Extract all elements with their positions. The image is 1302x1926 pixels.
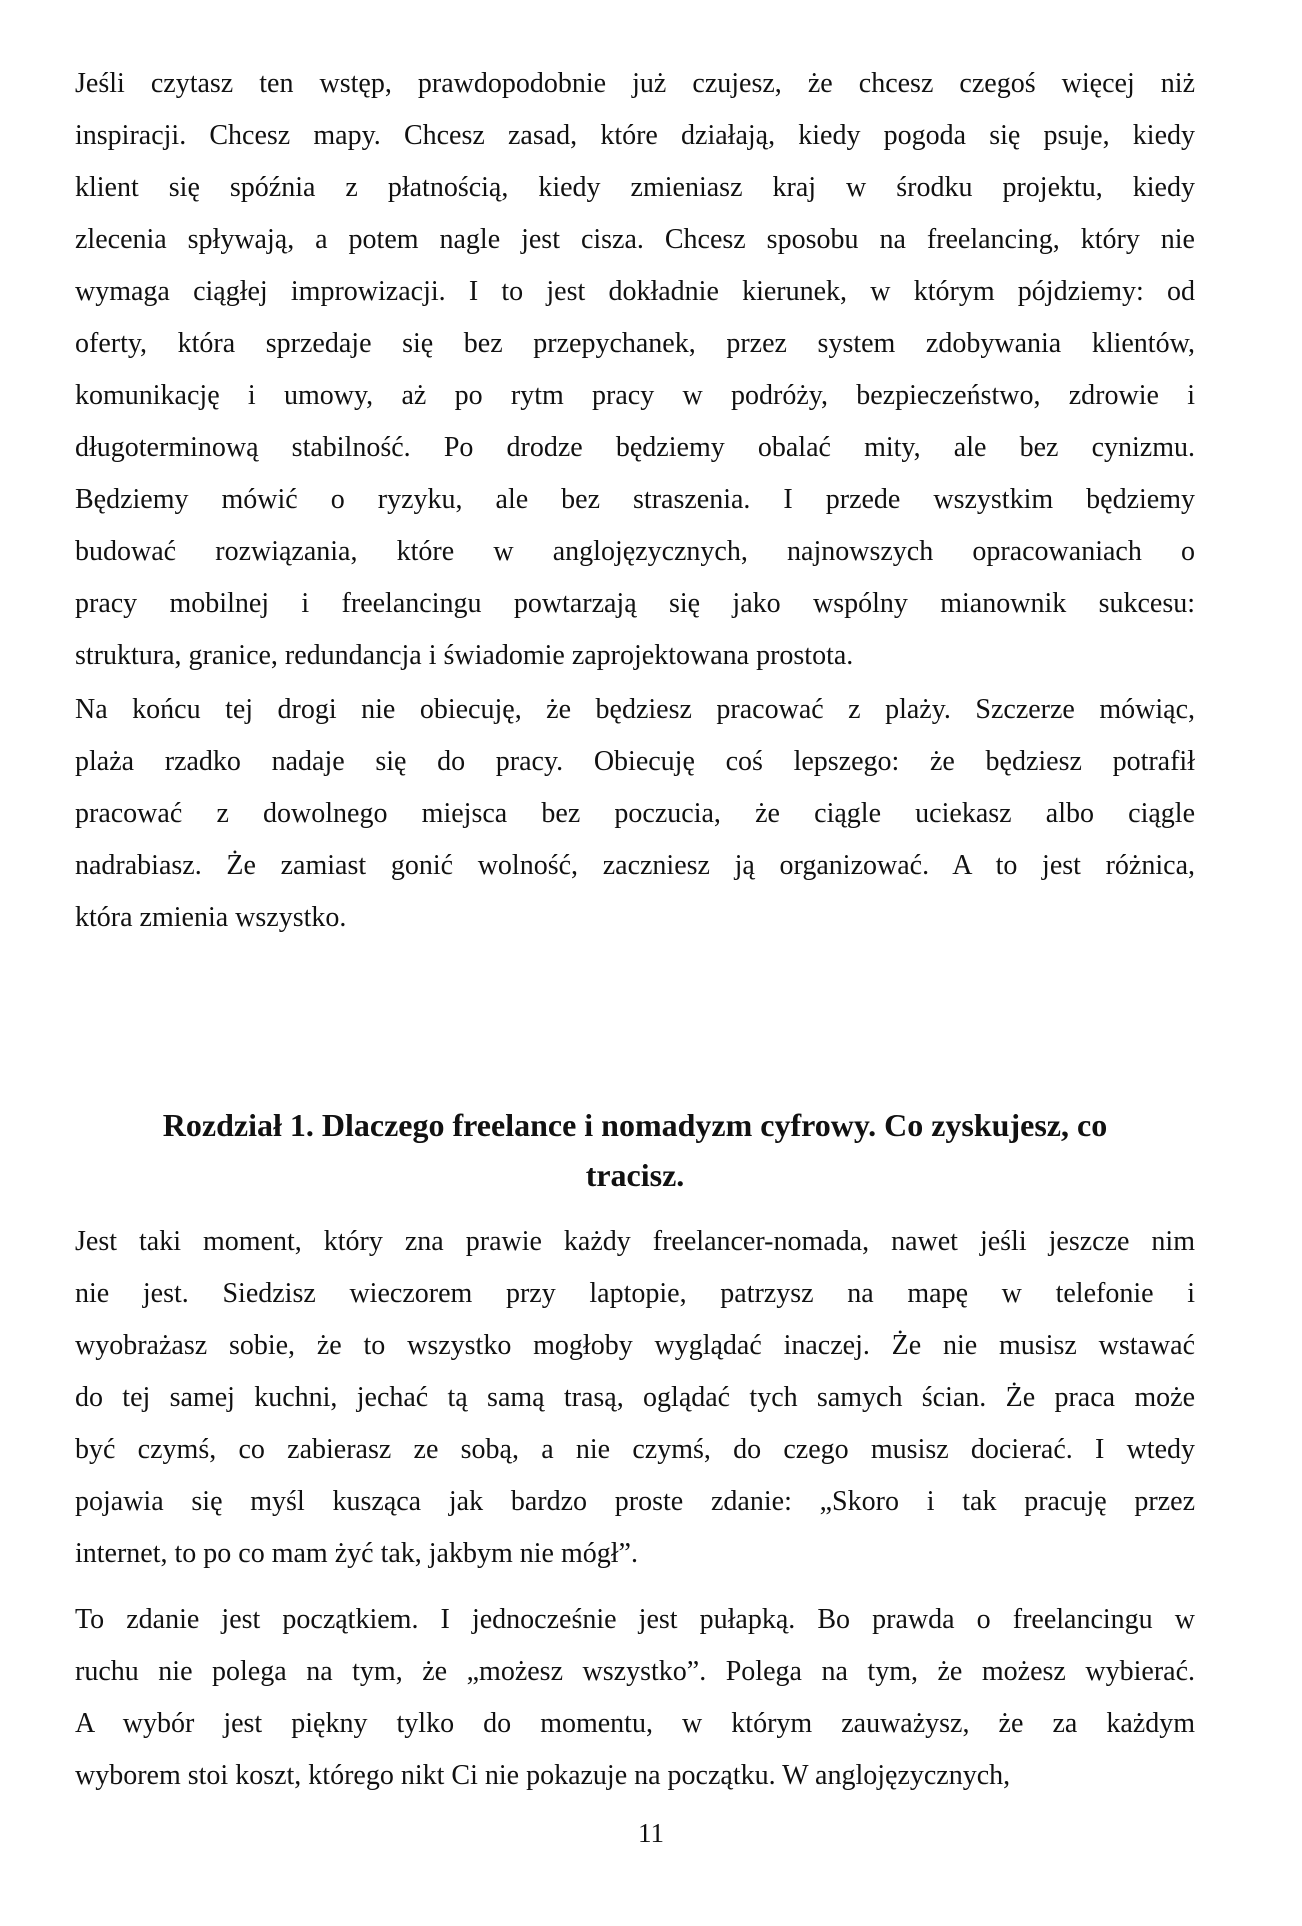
page-number: 11 (638, 1818, 664, 1848)
text-line: Będziemy mówić o ryzyku, ale bez straszenia. I przede wszystkim będziemy (75, 484, 1195, 515)
text-line: długoterminową stabilność. Po drodze będziemy obalać mity, ale bez cynizmu. (75, 432, 1195, 463)
text-line: nadrabiasz. Że zamiast gonić wolność, zaczniesz ją organizować. A to jest różnica, (75, 850, 1195, 881)
text-line: wymaga ciągłej improwizacji. I to jest dokładnie kierunek, w którym pójdziemy: od (75, 276, 1195, 307)
text-line: do tej samej kuchni, jechać tą samą trasą, oglądać tych samych ścian. Że praca może (75, 1382, 1195, 1413)
text-line: być czymś, co zabierasz ze sobą, a nie czymś, do czego musisz docierać. I wtedy (75, 1434, 1195, 1465)
text-line: To zdanie jest początkiem. I jednocześnie jest pułapką. Bo prawda o freelancingu w (75, 1604, 1195, 1635)
text-line: inspiracji. Chcesz mapy. Chcesz zasad, które działają, kiedy pogoda się psuje, kiedy (75, 120, 1195, 151)
chapter-paragraph-2 (75, 1594, 1195, 1802)
text-line: pojawia się myśl kusząca jak bardzo proste zdanie: „Skoro i tak pracuję przez (75, 1486, 1195, 1517)
text-line: struktura, granice, redundancja i świadomie zaprojektowana prostota. (75, 640, 854, 671)
text-line: wyborem stoi koszt, którego nikt Ci nie pokazuje na początku. W anglojęzycznych, (75, 1760, 1011, 1791)
chapter-heading-line-2: tracisz. (585, 1157, 685, 1193)
text-line: komunikację i umowy, aż po rytm pracy w podróży, bezpieczeństwo, zdrowie i (75, 380, 1195, 411)
text-line: pracy mobilnej i freelancingu powtarzają się jako wspólny mianownik sukcesu: (75, 588, 1195, 619)
text-line: Jest taki moment, który zna prawie każdy freelancer-nomada, nawet jeśli jeszcze nim (75, 1226, 1195, 1257)
text-line: Jeśli czytasz ten wstęp, prawdopodobnie już czujesz, że chcesz czegoś więcej niż (75, 68, 1195, 99)
intro-paragraph-2 (75, 684, 1195, 944)
text-line: zlecenia spływają, a potem nagle jest cisza. Chcesz sposobu na freelancing, który nie (75, 224, 1195, 255)
text-line: budować rozwiązania, które w anglojęzycznych, najnowszych opracowaniach o (75, 536, 1195, 567)
text-line: oferty, która sprzedaje się bez przepychanek, przez system zdobywania klientów, (75, 328, 1195, 359)
text-line: nie jest. Siedzisz wieczorem przy laptopie, patrzysz na mapę w telefonie i (75, 1278, 1195, 1309)
text-line: Na końcu tej drogi nie obiecuję, że będziesz pracować z plaży. Szczerze mówiąc, (75, 694, 1195, 725)
text-line: ruchu nie polega na tym, że „możesz wszystko”. Polega na tym, że możesz wybierać. (75, 1656, 1195, 1687)
text-line: plaża rzadko nadaje się do pracy. Obiecuję coś lepszego: że będziesz potrafił (75, 746, 1195, 777)
text-line: pracować z dowolnego miejsca bez poczucia, że ciągle uciekasz albo ciągle (75, 798, 1195, 829)
text-line: wyobrażasz sobie, że to wszystko mogłoby wyglądać inaczej. Że nie musisz wstawać (75, 1330, 1195, 1361)
chapter-heading (75, 1100, 1195, 1200)
text-line: klient się spóźnia z płatnością, kiedy zmieniasz kraj w środku projektu, kiedy (75, 172, 1195, 203)
text-line: A wybór jest piękny tylko do momentu, w którym zauważysz, że za każdym (75, 1708, 1195, 1739)
text-line: która zmienia wszystko. (75, 902, 347, 933)
text-line: internet, to po co mam żyć tak, jakbym nie mógł”. (75, 1538, 638, 1569)
chapter-paragraph-1 (75, 1216, 1195, 1580)
intro-paragraph-1 (75, 58, 1195, 682)
chapter-heading-line-1: Rozdział 1. Dlaczego freelance i nomadyzm cyfrowy. Co zyskujesz, co (162, 1107, 1108, 1143)
